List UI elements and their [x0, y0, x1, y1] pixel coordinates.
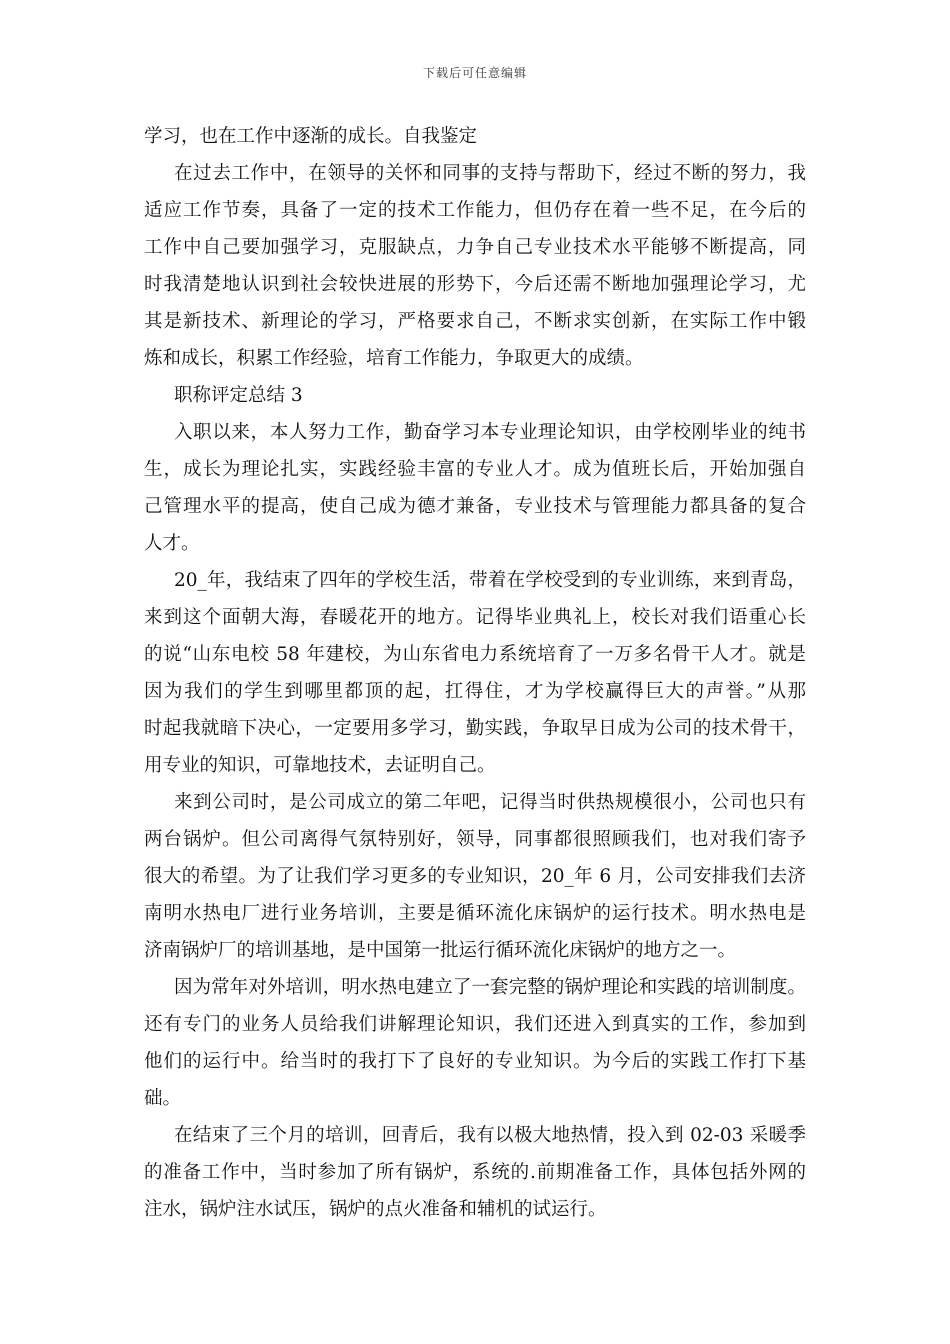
text-line: 工作中自己要加强学习，克服缺点，力争自己专业技术水平能够不断提高，同 — [144, 237, 806, 258]
page-header: 下载后可任意编辑 — [422, 66, 527, 80]
text-line: 其是新技术、新理论的学习，严格要求自己，不断求实创新，在实际工作中锻 — [144, 311, 806, 332]
text-line: 来到公司时，是公司成立的第二年吧，记得当时供热规模很小，公司也只有 — [174, 792, 806, 813]
text-line: 入职以来，本人努力工作，勤奋学习本专业理论知识，由学校刚毕业的纯书 — [174, 422, 806, 443]
text-line: 来到这个面朝大海，春暖花开的地方。记得毕业典礼上，校长对我们语重心长 — [144, 607, 806, 628]
document-body — [144, 118, 806, 1228]
text-line: 的准备工作中，当时参加了所有锅炉，系统的.前期准备工作，具体包括外网的 — [144, 1162, 806, 1183]
text-line: 济南锅炉厂的培训基地，是中国第一批运行循环流化床锅炉的地方之一。 — [144, 940, 737, 961]
text-line: 适应工作节奏，具备了一定的技术工作能力，但仍存在着一些不足，在今后的 — [144, 200, 806, 221]
text-line: 的说“山东电校 58 年建校，为山东省电力系统培育了一万多名骨干人才。就是 — [144, 644, 806, 665]
text-line: 炼和成长，积累工作经验，培育工作能力，争取更大的成绩。 — [144, 348, 644, 369]
text-line: 20_年，我结束了四年的学校生活，带着在学校受到的专业训练，来到青岛， — [174, 570, 806, 591]
text-line: 因为常年对外培训，明水热电建立了一套完整的锅炉理论和实践的培训制度。 — [174, 977, 806, 998]
text-line: 学习，也在工作中逐渐的成长。自我鉴定 — [144, 126, 478, 147]
text-line: 他们的运行中。给当时的我打下了良好的专业知识。为今后的实践工作打下基 — [144, 1051, 806, 1072]
text-line: 职称评定总结 3 — [174, 385, 303, 406]
text-line: 在过去工作中，在领导的关怀和同事的支持与帮助下，经过不断的努力，我 — [174, 163, 806, 184]
text-line: 在结束了三个月的培训，回青后，我有以极大地热情，投入到 02-03 采暖季 — [174, 1125, 806, 1146]
text-line: 因为我们的学生到哪里都顶的起，扛得住，才为学校赢得巨大的声誉。”从那 — [144, 681, 806, 702]
text-line: 时我清楚地认识到社会较快进展的形势下，今后还需不断地加强理论学习，尤 — [144, 274, 806, 295]
text-line: 人才。 — [144, 533, 200, 554]
text-line: 还有专门的业务人员给我们讲解理论知识，我们还进入到真实的工作，参加到 — [144, 1014, 806, 1035]
text-line: 础。 — [144, 1088, 182, 1109]
text-line: 己管理水平的提高，使自己成为德才兼备，专业技术与管理能力都具备的复合 — [144, 496, 806, 517]
text-line: 南明水热电厂进行业务培训，主要是循环流化床锅炉的运行技术。明水热电是 — [144, 903, 806, 924]
text-line: 很大的希望。为了让我们学习更多的专业知识，20_年 6 月，公司安排我们去济 — [144, 866, 806, 887]
text-line: 时起我就暗下决心，一定要用多学习，勤实践，争取早日成为公司的技术骨干， — [144, 718, 806, 739]
text-line: 用专业的知识，可靠地技术，去证明自己。 — [144, 755, 496, 776]
text-line: 两台锅炉。但公司离得气氛特别好，领导，同事都很照顾我们，也对我们寄予 — [144, 829, 806, 850]
text-line: 生，成长为理论扎实，实践经验丰富的专业人才。成为值班长后，开始加强自 — [144, 459, 806, 480]
text-line: 注水，锅炉注水试压，锅炉的点火准备和辅机的试运行。 — [144, 1199, 607, 1220]
